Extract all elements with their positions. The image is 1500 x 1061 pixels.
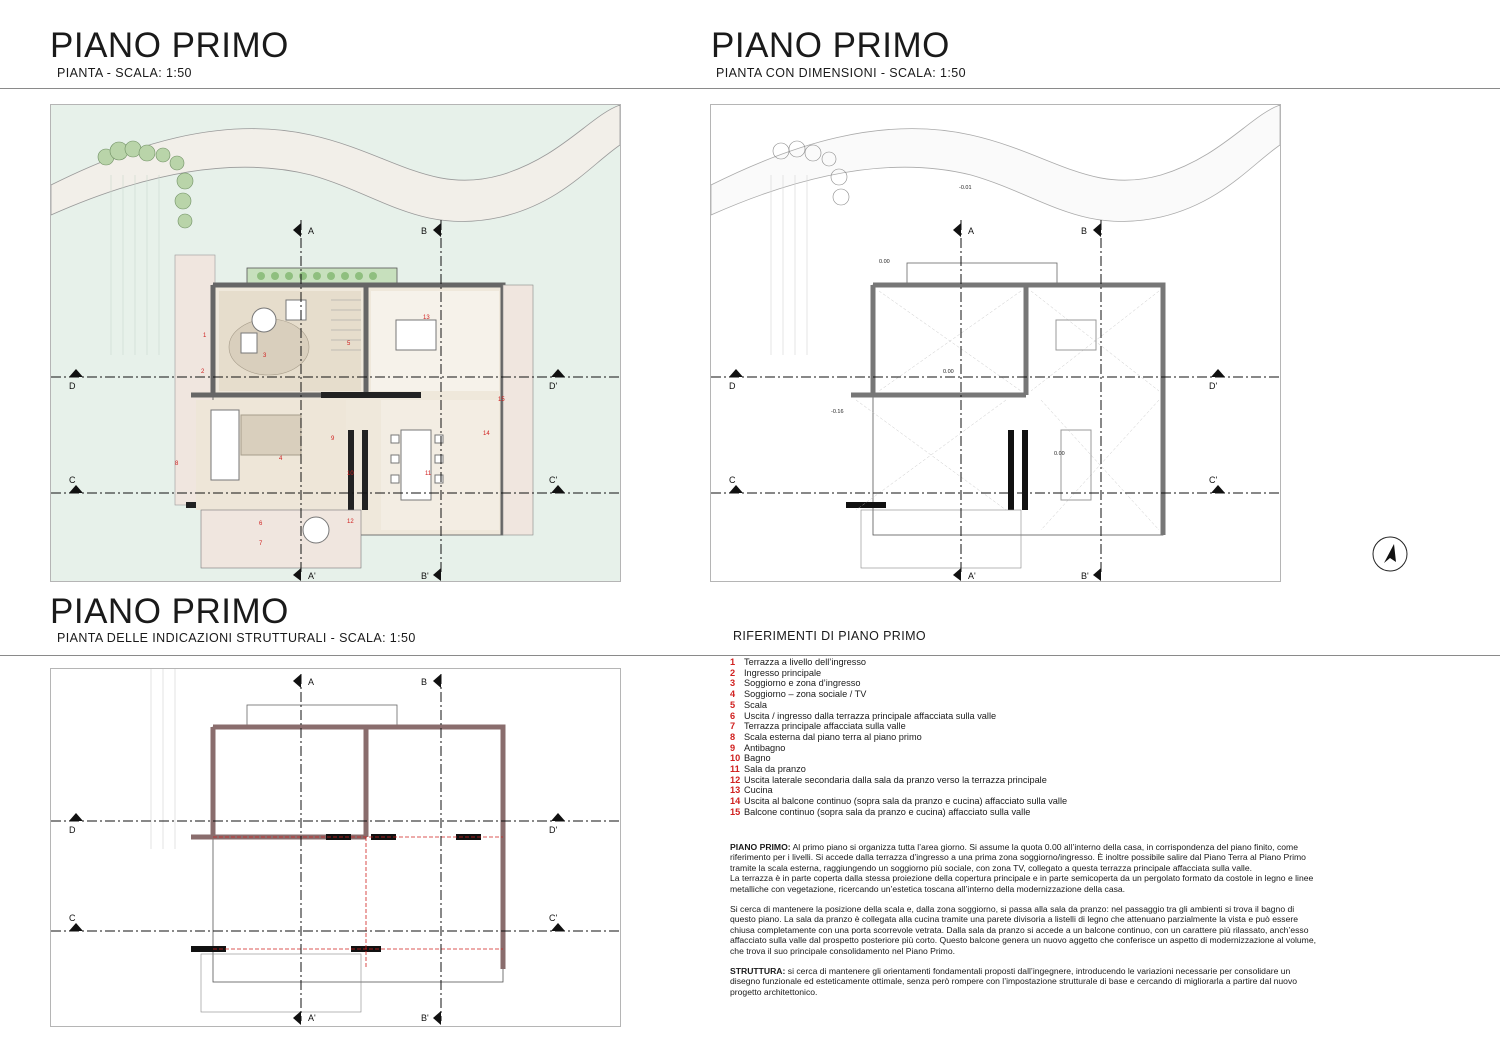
- svg-text:B: B: [1081, 226, 1088, 236]
- reference-item: [730, 753, 1330, 764]
- reference-label: Scala: [744, 699, 767, 710]
- reference-label: Cucina: [744, 785, 773, 796]
- reference-label: Ingresso principale: [744, 667, 822, 678]
- description-text: [730, 842, 1320, 1007]
- desc-p3-head: STRUTTURA:: [730, 966, 786, 977]
- reference-item: [730, 657, 1330, 668]
- reference-item: [730, 711, 1330, 722]
- reference-item: [730, 700, 1330, 711]
- reference-number: 9: [730, 742, 736, 753]
- svg-text:C': C': [549, 475, 558, 485]
- middle-rule: [0, 655, 1500, 656]
- reference-item: [730, 775, 1330, 786]
- svg-text:0.00: 0.00: [943, 369, 954, 375]
- reference-number: 3: [730, 678, 736, 689]
- desc-p1b: La terrazza è in parte coperta dalla stessa proiezione della copertura principale e in parte semicoperta da un pergolato formato da costole in legno e linee metalliche con vegetazione, ricercando un’estetica toscana all’interno della modernizzazione della casa.: [730, 873, 1314, 894]
- svg-text:8: 8: [175, 461, 179, 467]
- svg-text:A': A': [308, 571, 316, 581]
- reference-number: 4: [730, 689, 736, 700]
- svg-text:A: A: [308, 226, 315, 236]
- svg-text:1: 1: [203, 333, 207, 339]
- reference-label: Uscita / ingresso dalla terrazza principale affacciata sulla valle: [744, 710, 997, 721]
- svg-text:3: 3: [263, 353, 267, 359]
- svg-text:B': B': [421, 571, 429, 581]
- svg-text:11: 11: [425, 471, 432, 477]
- reference-item: [730, 668, 1330, 679]
- north-arrow-icon: [1372, 536, 1408, 577]
- reference-item: [730, 796, 1330, 807]
- plan2-drawing: [710, 104, 1281, 582]
- reference-number: 5: [730, 699, 736, 710]
- svg-text:-0.16: -0.16: [831, 409, 844, 415]
- reference-label: Balcone continuo (sopra sala da pranzo e cucina) affacciato sulla valle: [744, 806, 1031, 817]
- svg-text:D: D: [69, 825, 76, 835]
- svg-text:4: 4: [279, 456, 283, 462]
- reference-number: 10: [730, 753, 741, 764]
- reference-item: [730, 764, 1330, 775]
- reference-item: [730, 689, 1330, 700]
- reference-label: Soggiorno – zona sociale / TV: [744, 689, 867, 700]
- plan1-title: PIANO PRIMO: [50, 26, 289, 65]
- desc-p2: Si cerca di mantenere la posizione della scala e, dalla zona soggiorno, si passa alla sala da pranzo: nel passaggio tra gli ambienti si trova il bagno di questo piano. La sala da pranzo è collegata alla cucina tramite una parete divisoria a listelli di legno che attenuano parzialmente la vista e può essere chiusa completamente con una porta scorrevole vetrata. Dalla sala da pranzo si accede a un balcone continuo, con un carattere più rilassato, anch’esso affacciato sulla valle dal prospetto posteriore più corto. Questo balcone genera un nuovo aggetto che conferisce un aspetto di modernizzazione al volume, che trova il suo principale consolidamento nel Piano Primo.: [730, 904, 1317, 956]
- svg-text:C': C': [549, 913, 558, 923]
- svg-text:A': A': [308, 1013, 316, 1023]
- reference-item: [730, 785, 1330, 796]
- reference-item: [730, 678, 1330, 689]
- svg-text:D': D': [549, 825, 558, 835]
- reference-label: Sala da pranzo: [744, 764, 806, 775]
- svg-text:0.00: 0.00: [1054, 451, 1065, 457]
- svg-text:D: D: [69, 381, 76, 391]
- references-list: [730, 657, 1330, 818]
- svg-text:B: B: [421, 677, 428, 687]
- svg-text:D': D': [549, 381, 558, 391]
- svg-text:7: 7: [259, 541, 263, 547]
- reference-label: Soggiorno e zona d’ingresso: [744, 678, 861, 689]
- svg-text:A': A': [968, 571, 976, 581]
- svg-text:9: 9: [331, 436, 335, 442]
- reference-number: 1: [730, 657, 736, 667]
- reference-label: Terrazza principale affacciata sulla valle: [744, 721, 906, 732]
- plan3-title: PIANO PRIMO: [50, 592, 289, 631]
- svg-text:B: B: [421, 226, 428, 236]
- reference-label: Scala esterna dal piano terra al piano primo: [744, 731, 922, 742]
- reference-number: 15: [730, 806, 741, 817]
- reference-number: 6: [730, 710, 736, 721]
- svg-text:B': B': [421, 1013, 429, 1023]
- level-markers: [831, 185, 1065, 457]
- reference-label: Bagno: [744, 753, 771, 764]
- plan1-drawing: [50, 104, 621, 582]
- reference-number: 2: [730, 667, 736, 678]
- reference-item: [730, 743, 1330, 754]
- reference-number: 7: [730, 721, 736, 732]
- svg-text:C: C: [729, 475, 736, 485]
- svg-text:D': D': [1209, 381, 1218, 391]
- svg-text:5: 5: [347, 341, 351, 347]
- top-rule: [0, 88, 1500, 89]
- svg-text:A: A: [968, 226, 975, 236]
- desc-p3: si cerca di mantenere gli orientamenti fondamentali proposti dall’ingegnere, introducendo le variazioni necessarie per consolidare un disegno funzionale ed esteticamente ottimale, senza però rompere con l’impostazione strutturale di base e cercando di migliorarla a partire dal nuovo progetto architettonico.: [730, 966, 1298, 997]
- svg-text:13: 13: [423, 315, 430, 321]
- reference-number: 12: [730, 774, 741, 785]
- reference-item: [730, 721, 1330, 732]
- reference-label: Antibagno: [744, 742, 786, 753]
- svg-text:12: 12: [347, 519, 354, 525]
- svg-text:C: C: [69, 475, 76, 485]
- plan2-subtitle: PIANTA CON DIMENSIONI - SCALA: 1:50: [716, 66, 966, 80]
- reference-item: [730, 807, 1330, 818]
- reference-number: 8: [730, 731, 736, 742]
- svg-text:15: 15: [498, 397, 505, 403]
- reference-number: 14: [730, 796, 741, 807]
- svg-text:C': C': [1209, 475, 1218, 485]
- references-title: RIFERIMENTI DI PIANO PRIMO: [733, 629, 927, 643]
- svg-text:6: 6: [259, 521, 263, 527]
- svg-text:C: C: [69, 913, 76, 923]
- desc-p1: Al primo piano si organizza tutta l’area giorno. Si assume la quota 0.00 all’interno della casa, in corrispondenza del piano finito, come riferimento per i livelli. Si accede dalla terrazza d’ingresso a una prima zona soggiorno/ingresso. È inoltre possibile salire dal Piano Terra al Piano Primo tramite la scala esterna, raggiungendo un soggiorno più sociale, con zona TV, collegato a questa terrazza principale affacciata sulla valle.: [730, 842, 1306, 873]
- svg-text:B': B': [1081, 571, 1089, 581]
- reference-label: Uscita al balcone continuo (sopra sala da pranzo e cucina) affacciato sulla valle: [744, 796, 1068, 807]
- svg-text:A: A: [308, 677, 315, 687]
- plan3-drawing: [50, 668, 621, 1027]
- svg-text:-0.01: -0.01: [959, 185, 972, 191]
- svg-text:10: 10: [347, 471, 354, 477]
- svg-text:0.00: 0.00: [879, 259, 890, 265]
- reference-label: Terrazza a livello dell’ingresso: [744, 657, 867, 667]
- svg-text:D: D: [729, 381, 736, 391]
- plan1-subtitle: PIANTA - SCALA: 1:50: [57, 66, 192, 80]
- plan2-title: PIANO PRIMO: [711, 26, 950, 65]
- reference-label: Uscita laterale secondaria dalla sala da pranzo verso la terrazza principale: [744, 774, 1047, 785]
- reference-item: [730, 732, 1330, 743]
- reference-number: 13: [730, 785, 741, 796]
- plan3-subtitle: PIANTA DELLE INDICAZIONI STRUTTURALI - SCALA: 1:50: [57, 631, 416, 645]
- svg-text:14: 14: [483, 431, 490, 437]
- desc-p1-head: PIANO PRIMO:: [730, 842, 791, 852]
- svg-text:2: 2: [201, 369, 205, 375]
- reference-number: 11: [730, 764, 740, 775]
